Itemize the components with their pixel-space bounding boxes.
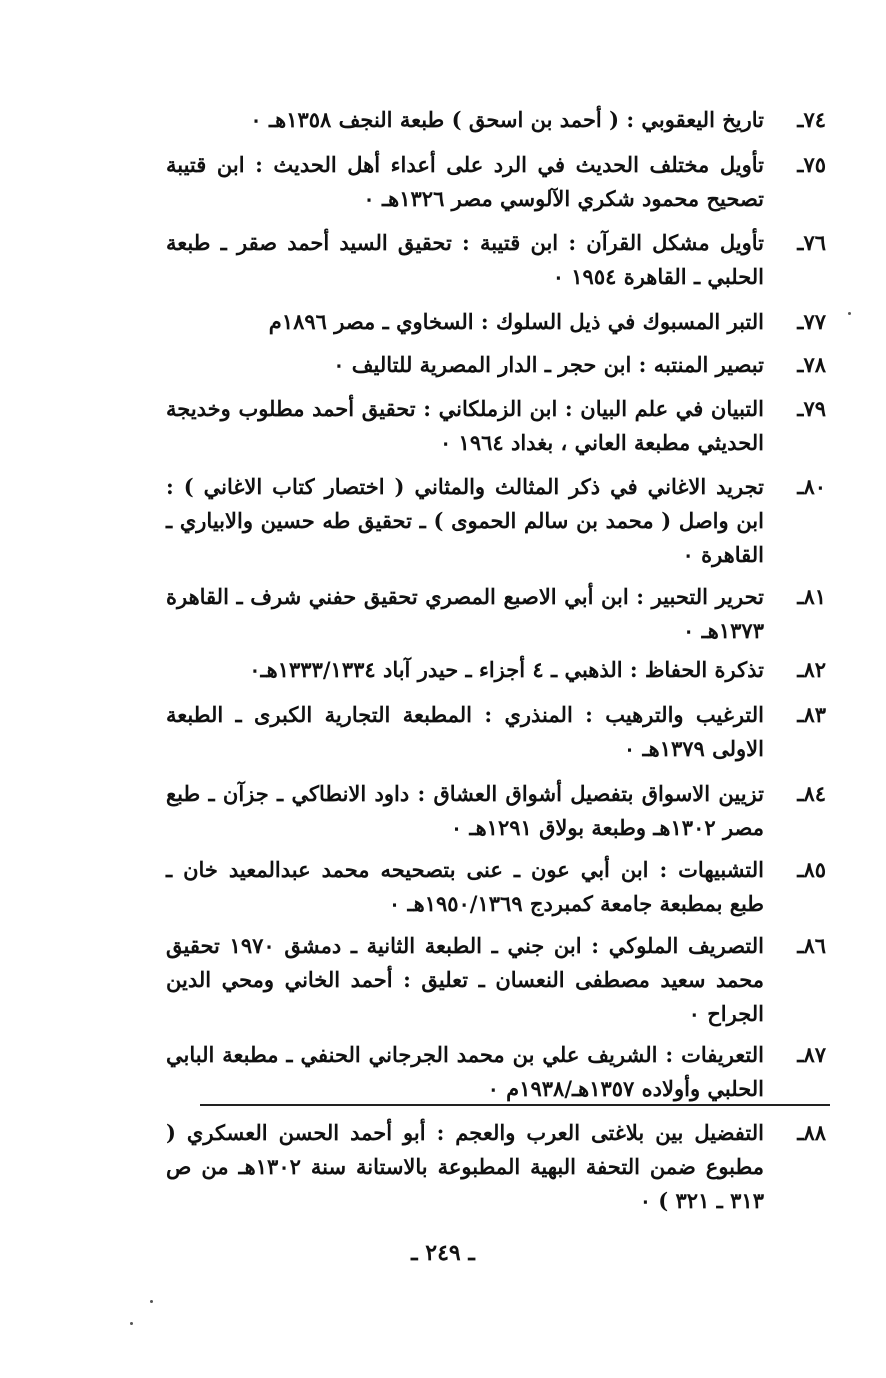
entry-text: تذكرة الحفاظ : الذهبي ـ ٤ أجزاء ـ حيدر آباد ١٣٣٣/١٣٣٤هـ٠ <box>249 657 764 682</box>
bibliography-entry-85 <box>166 853 826 921</box>
entry-text: التفضيل بين بلاغتى العرب والعجم : أبو أحمد الحسن العسكري ( مطبوع ضمن التحفة البهية المطبوعة بالاستانة سنة ١٣٠٢هـ من ص ٣١٣ ـ ٣٢١ ) ٠ <box>166 1120 764 1213</box>
bibliography-entry-77 <box>166 305 826 339</box>
entry-number: ٨٠ـ <box>797 474 826 499</box>
entry-number: ٨٥ـ <box>797 857 826 882</box>
bibliography-entry-86 <box>166 929 826 1031</box>
bibliography-entry-80 <box>166 470 826 572</box>
entry-number: ٧٨ـ <box>797 352 826 377</box>
entry-text: تجريد الاغاني في ذكر المثالث والمثاني ( اختصار كتاب الاغاني ) : ابن واصل ( محمد بن سالم الحموى ) ـ تحقيق طه حسين والابياري ـ القاهرة ٠ <box>166 474 764 567</box>
entry-number: ٨٦ـ <box>797 933 826 958</box>
entry-text: الترغيب والترهيب : المنذري : المطبعة التجارية الكبرى ـ الطبعة الاولى ١٣٧٩هـ ٠ <box>166 702 764 761</box>
bibliography-entry-88 <box>166 1116 826 1218</box>
entry-number: ٧٥ـ <box>797 152 826 177</box>
bibliography-entry-75 <box>166 148 826 216</box>
entry-text: تحرير التحبير : ابن أبي الاصبع المصري تحقيق حفني شرف ـ القاهرة ١٣٧٣هـ ٠ <box>166 584 764 643</box>
entry-number: ٨٣ـ <box>797 702 826 727</box>
entry-text: تأويل مختلف الحديث في الرد على أعداء أهل الحديث : ابن قتيبة تصحيح محمود شكري الآلوسي مصر ١٣٢٦هـ ٠ <box>166 152 764 211</box>
entry-text: تاريخ اليعقوبي : ( أحمد بن اسحق ) طبعة النجف ١٣٥٨هـ ٠ <box>250 107 764 132</box>
bibliography-entry-82 <box>166 653 826 687</box>
entry-text: تزيين الاسواق بتفصيل أشواق العشاق : داود الانطاكي ـ جزآن ـ طبع مصر ١٣٠٢هـ وطبعة بولاق ١٢٩١هـ ٠ <box>166 781 764 840</box>
entry-number: ٨٤ـ <box>797 781 826 806</box>
entry-text: التصريف الملوكي : ابن جني ـ الطبعة الثانية ـ دمشق ١٩٧٠ تحقيق محمد سعيد مصطفى النعسان ـ تعليق : أحمد الخاني ومحي الدين الجراح ٠ <box>166 933 764 1026</box>
scan-speck <box>848 312 851 315</box>
bibliography-entry-74 <box>166 103 826 137</box>
entry-number: ٧٧ـ <box>797 309 826 334</box>
entry-number: ٨٧ـ <box>797 1042 826 1067</box>
bibliography-entry-84 <box>166 777 826 845</box>
entry-number: ٨٢ـ <box>797 657 826 682</box>
bibliography-entry-81 <box>166 580 826 648</box>
entry-text: تأويل مشكل القرآن : ابن قتيبة : تحقيق السيد أحمد صقر ـ طبعة الحلبي ـ القاهرة ١٩٥٤ ٠ <box>166 230 764 289</box>
bibliography-entry-87 <box>166 1038 826 1106</box>
entry-number: ٧٦ـ <box>797 230 826 255</box>
bibliography-entry-83 <box>166 698 826 766</box>
entry-text: التبيان في علم البيان : ابن الزملكاني : تحقيق أحمد مطلوب وخديجة الحديثي مطبعة العاني ، بغداد ١٩٦٤ ٠ <box>166 396 764 455</box>
entry-number: ٧٤ـ <box>797 107 826 132</box>
horizontal-rule <box>200 1104 830 1106</box>
entry-text: التعريفات : الشريف علي بن محمد الجرجاني الحنفي ـ مطبعة البابي الحلبي وأولاده ١٣٥٧هـ/١٩٣٨م ٠ <box>166 1042 764 1101</box>
scan-speck <box>150 1300 153 1303</box>
entry-number: ٨١ـ <box>797 584 826 609</box>
scan-speck <box>130 1322 133 1325</box>
entry-text: التشبيهات : ابن أبي عون ـ عنى بتصحيحه محمد عبدالمعيد خان ـ طبع بمطبعة جامعة كمبردج ١٩٥٠/١٣٦٩هـ ٠ <box>166 857 764 916</box>
entry-text: تبصير المنتبه : ابن حجر ـ الدار المصرية للتاليف ٠ <box>333 352 764 377</box>
entry-number: ٧٩ـ <box>797 396 826 421</box>
bibliography-entry-78 <box>166 348 826 382</box>
entry-number: ٨٨ـ <box>797 1120 826 1145</box>
bibliography-entry-79 <box>166 392 826 460</box>
page-number: ـ ٢٤٩ ـ <box>411 1240 475 1266</box>
bibliography-entry-76 <box>166 226 826 294</box>
entry-text: التبر المسبوك في ذيل السلوك : السخاوي ـ مصر ١٨٩٦م <box>268 309 764 334</box>
